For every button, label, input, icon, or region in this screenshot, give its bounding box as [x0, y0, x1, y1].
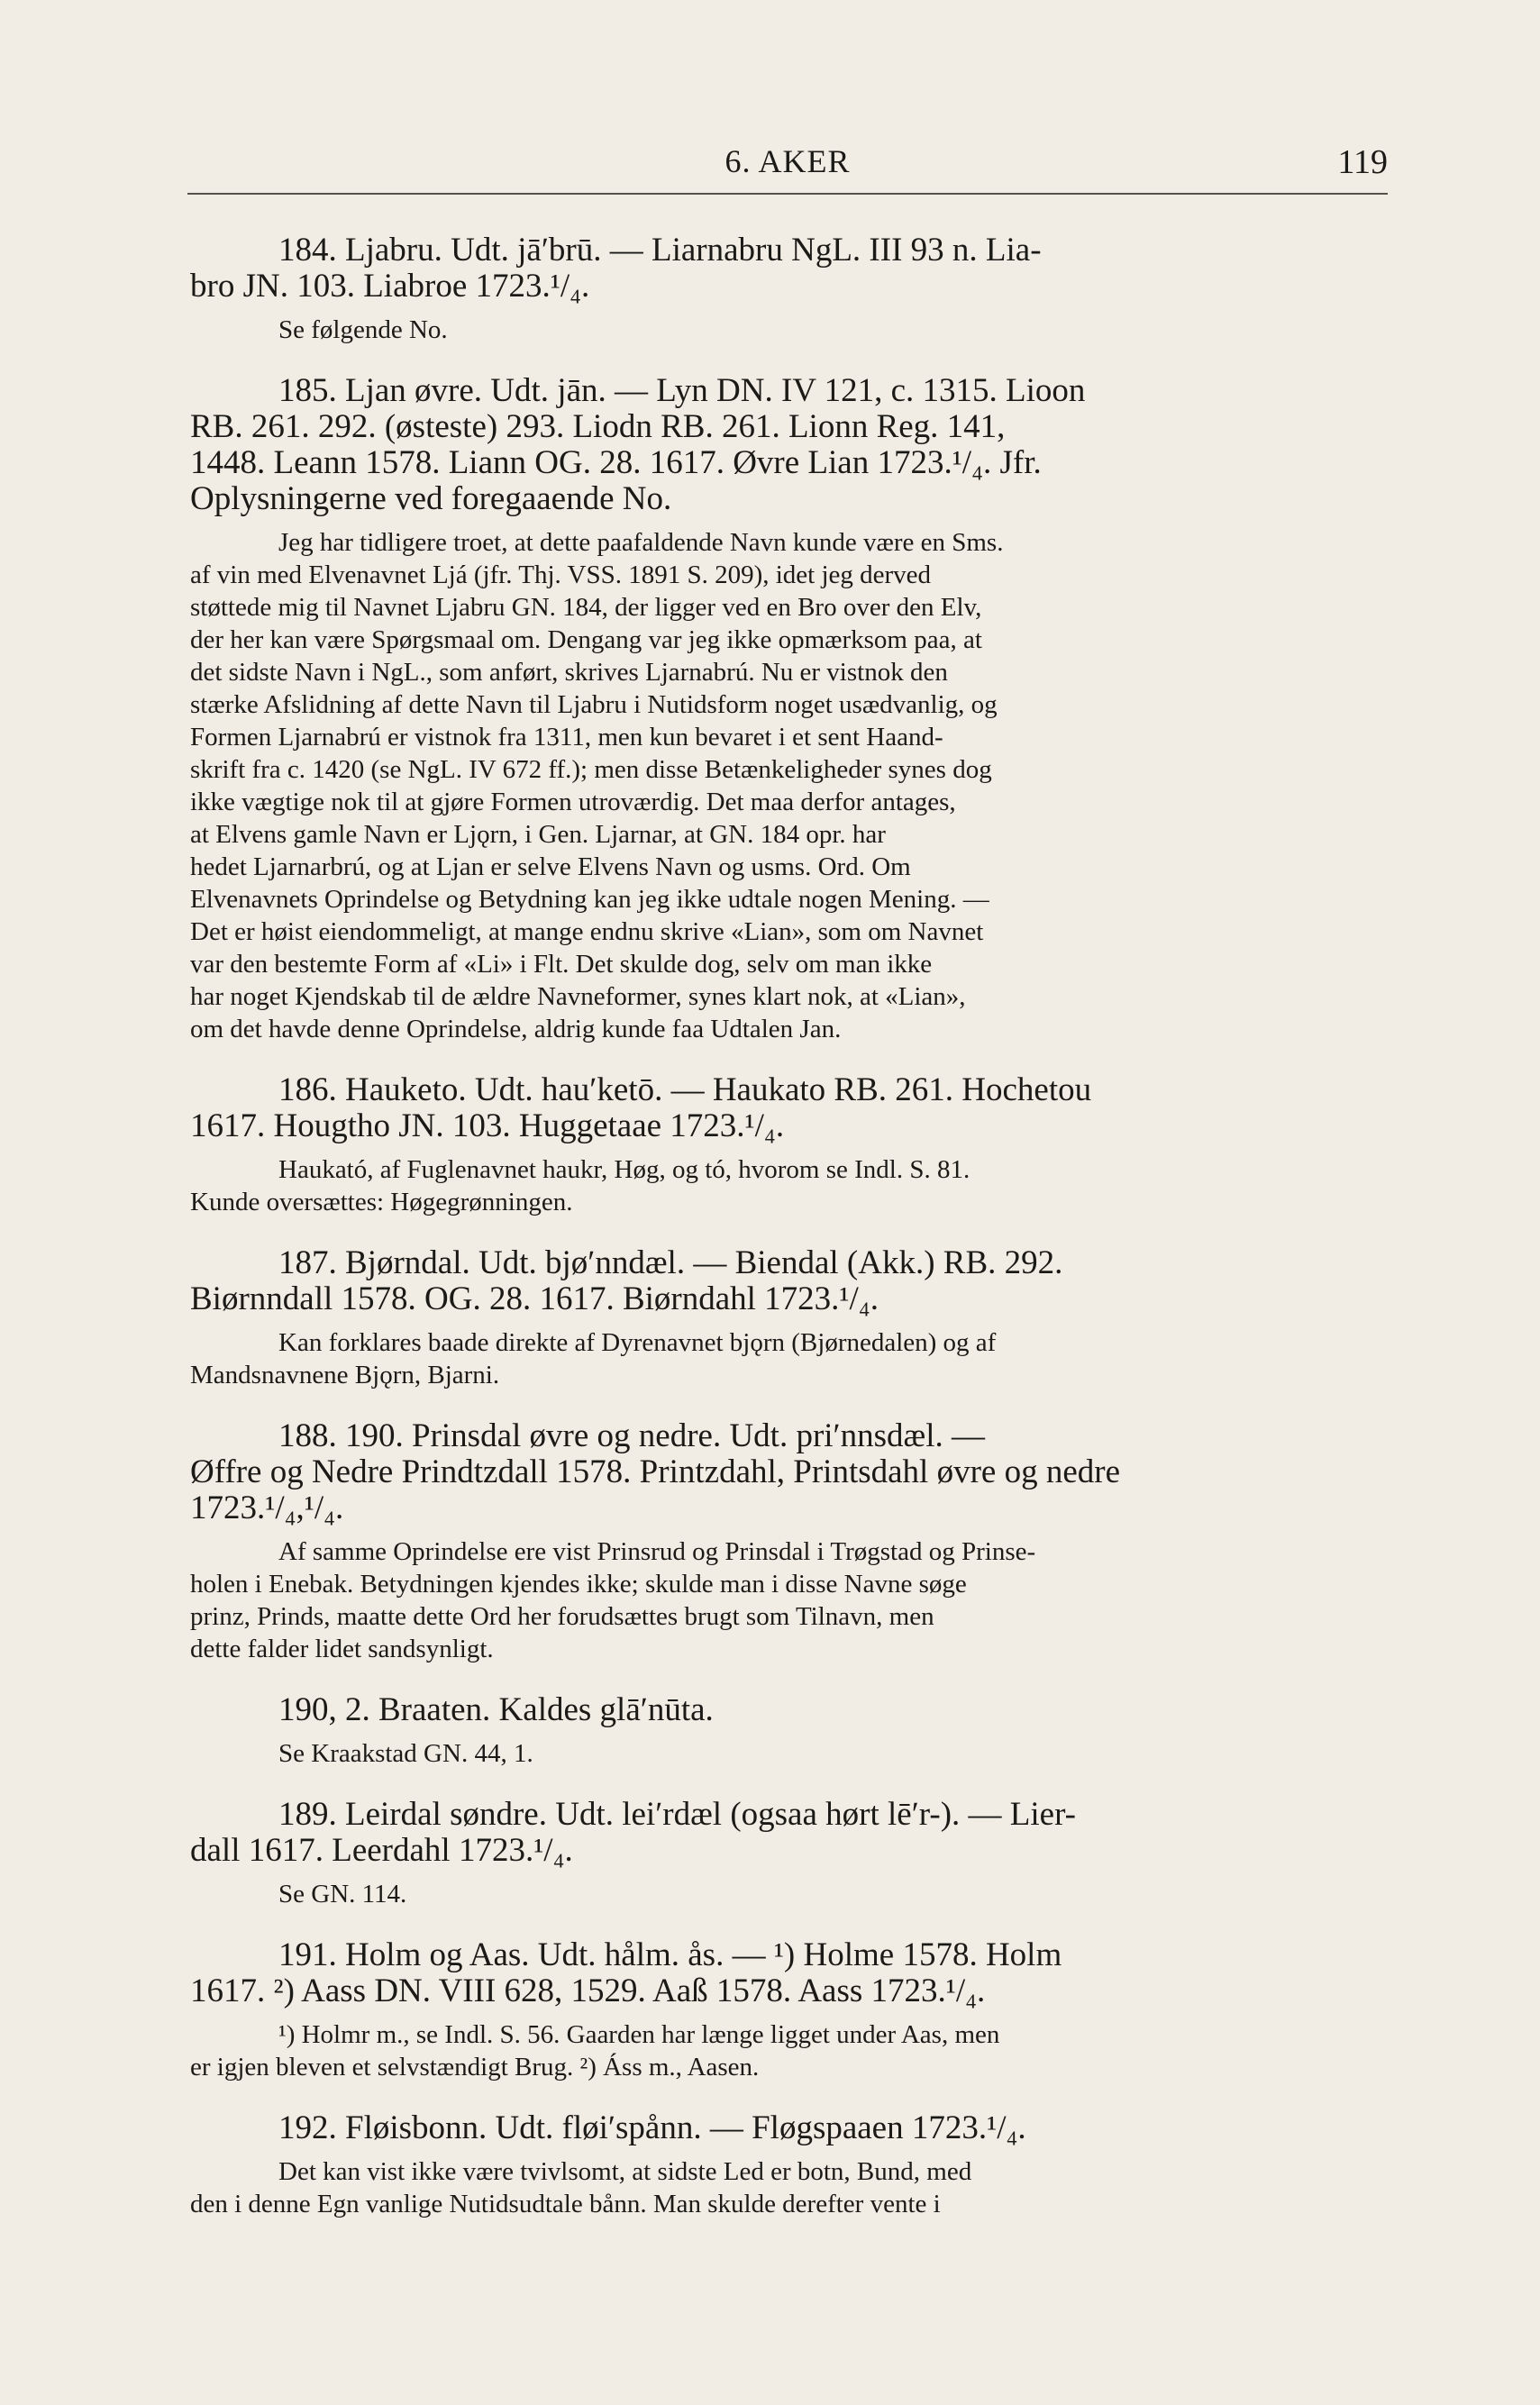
entry-note-line: har noget Kjendskab til de ældre Navneformer, synes klart nok, at «Lian», [190, 982, 966, 1011]
entry [190, 1245, 1394, 1391]
entry-heading-line: Biørnndall 1578. OG. 28. 1617. Biørndahl 1723.¹/₄. [190, 1280, 879, 1317]
entry-note-line: Kan forklares baade direkte af Dyrenavnet bjǫrn (Bjørnedalen) og af [278, 1328, 997, 1357]
entry-note-line: Jeg har tidligere troet, at dette paafaldende Navn kunde være en Sms. [278, 528, 1004, 557]
page-body [190, 232, 1394, 2220]
entry-note-line: Det er høist eiendommeligt, at mange endnu skrive «Lian», som om Navnet [190, 917, 984, 946]
page-number: 119 [1337, 143, 1388, 181]
running-header [187, 142, 1388, 193]
entry-note-line: stærke Afslidning af dette Navn til Ljabru i Nutidsform noget usædvanlig, og [190, 690, 998, 719]
entry-heading-line: RB. 261. 292. (østeste) 293. Liodn RB. 261. Lionn Reg. 141, [190, 408, 1006, 445]
entry-note-line: skrift fra c. 1420 (se NgL. IV 672 ff.); men disse Betænkeligheder synes dog [190, 755, 992, 784]
entry [190, 1937, 1394, 2083]
entry-note-line: Af samme Oprindelse ere vist Prinsrud og Prinsdal i Trøgstad og Prinse- [278, 1537, 1036, 1566]
header-rule [187, 193, 1388, 195]
entry-heading-line: 188. 190. Prinsdal øvre og nedre. Udt. priʹnnsdæl. — [278, 1417, 985, 1454]
entry-heading [190, 232, 1394, 305]
entry-note-line: den i denne Egn vanlige Nutidsudtale bånn. Man skulde derefter vente i [190, 2190, 941, 2218]
entry-heading-line: 1617. ²) Aass DN. VIII 628, 1529. Aaß 1578. Aass 1723.¹/₄. [190, 1972, 986, 2009]
entry-note-line: Formen Ljarnabrú er vistnok fra 1311, men kun bevaret i et sent Haand- [190, 723, 943, 752]
entry-note-line: er igjen bleven et selvstændigt Brug. ²) Áss m., Aasen. [190, 2053, 760, 2082]
entry-note-line: Elvenavnets Oprindelse og Betydning kan jeg ikke udtale nogen Mening. — [190, 885, 989, 914]
entry-note-line: ¹) Holmr m., se Indl. S. 56. Gaarden har længe ligget under Aas, men [278, 2020, 1000, 2049]
entry-note-line: Se GN. 114. [278, 1880, 407, 1909]
entry-heading [190, 373, 1394, 517]
entry-note-line: prinz, Prinds, maatte dette Ord her forudsættes brugt som Tilnavn, men [190, 1602, 934, 1631]
entry-note-line: om det havde denne Oprindelse, aldrig kunde faa Udtalen Jan. [190, 1015, 842, 1043]
chapter-title: 6. AKER [724, 143, 851, 179]
entry [190, 1797, 1394, 1910]
entry-note-line: støttede mig til Navnet Ljabru GN. 184, der ligger ved en Bro over den Elv, [190, 593, 982, 622]
entry [190, 1072, 1394, 1218]
entry-note-line: dette falder lidet sandsynligt. [190, 1635, 494, 1663]
entry-heading [190, 1072, 1394, 1144]
entry-heading-line: 1448. Leann 1578. Liann OG. 28. 1617. Øvre Lian 1723.¹/₄. Jfr. [190, 444, 1042, 481]
entry [190, 373, 1394, 1045]
entry-note-line: Se følgende No. [278, 315, 448, 344]
entry-note-line: var den bestemte Form af «Li» i Flt. Det skulde dog, selv om man ikke [190, 950, 933, 979]
entry-note-line: Kunde oversættes: Høgegrønningen. [190, 1188, 573, 1216]
entry-note-line: Det kan vist ikke være tvivlsomt, at sidste Led er botn, Bund, med [278, 2157, 972, 2186]
entry-heading-line: 184. Ljabru. Udt. jāʹbrū. — Liarnabru NgL. III 93 n. Lia- [278, 232, 1042, 269]
entry-heading [190, 1937, 1394, 2009]
entry-heading-line: Oplysningerne ved foregaaende No. [190, 480, 672, 517]
entry-note-line: Mandsnavnene Bjǫrn, Bjarni. [190, 1361, 500, 1389]
entry-heading-line: dall 1617. Leerdahl 1723.¹/₄. [190, 1832, 573, 1869]
entry-note-line: det sidste Navn i NgL., som anført, skrives Ljarnabrú. Nu er vistnok den [190, 658, 948, 687]
entry-heading [190, 1245, 1394, 1317]
entry-heading-line: 1617. Hougtho JN. 103. Huggetaae 1723.¹/₄. [190, 1107, 785, 1144]
entry [190, 2110, 1394, 2220]
entry-heading [190, 1692, 1394, 1728]
entry [190, 232, 1394, 346]
entry-note-line: hedet Ljarnarbrú, og at Ljan er selve Elvens Navn og usms. Ord. Om [190, 852, 911, 881]
entry-heading-line: 1723.¹/₄,¹/₄. [190, 1489, 344, 1526]
entry-heading-line: Øffre og Nedre Prindtzdall 1578. Printzdahl, Printsdahl øvre og nedre [190, 1453, 1120, 1490]
entry-heading-line: 191. Holm og Aas. Udt. hålm. ås. — ¹) Holme 1578. Holm [278, 1936, 1062, 1973]
entry-note-line: at Elvens gamle Navn er Ljǫrn, i Gen. Ljarnar, at GN. 184 opr. har [190, 820, 886, 849]
entry [190, 1692, 1394, 1770]
entry-note-line: ikke vægtige nok til at gjøre Formen utroværdig. Det maa derfor antages, [190, 788, 956, 816]
entry-heading-line: 186. Hauketo. Udt. hauʹketō. — Haukato RB. 261. Hochetou [278, 1071, 1092, 1108]
entry-note-line: holen i Enebak. Betydningen kjendes ikke; skulde man i disse Navne søge [190, 1570, 967, 1599]
entry-heading [190, 2110, 1394, 2146]
entry-heading-line: 187. Bjørndal. Udt. bjøʹnndæl. — Biendal (Akk.) RB. 292. [278, 1244, 1063, 1281]
entry-heading-line: 190, 2. Braaten. Kaldes glāʹnūta. [278, 1691, 714, 1728]
entry-heading [190, 1418, 1394, 1526]
entry-heading-line: 189. Leirdal søndre. Udt. leiʹrdæl (ogsaa hørt lēʹr-). — Lier- [278, 1796, 1076, 1833]
entry-heading [190, 1797, 1394, 1869]
entry-note-line: Se Kraakstad GN. 44, 1. [278, 1739, 533, 1768]
entry [190, 1418, 1394, 1665]
entry-note-line: Haukató, af Fuglenavnet haukr, Høg, og tó, hvorom se Indl. S. 81. [278, 1155, 970, 1184]
entry-note-line: der her kan være Spørgsmaal om. Dengang var jeg ikke opmærksom paa, at [190, 625, 982, 654]
entry-heading-line: 185. Ljan øvre. Udt. jān. — Lyn DN. IV 121, c. 1315. Lioon [278, 372, 1086, 409]
entry-heading-line: 192. Fløisbonn. Udt. fløiʹspånn. — Fløgspaaen 1723.¹/₄. [278, 2109, 1026, 2146]
entry-heading-line: bro JN. 103. Liabroe 1723.¹/₄. [190, 268, 590, 305]
entry-note-line: af vin med Elvenavnet Ljá (jfr. Thj. VSS. 1891 S. 209), idet jeg derved [190, 560, 932, 589]
